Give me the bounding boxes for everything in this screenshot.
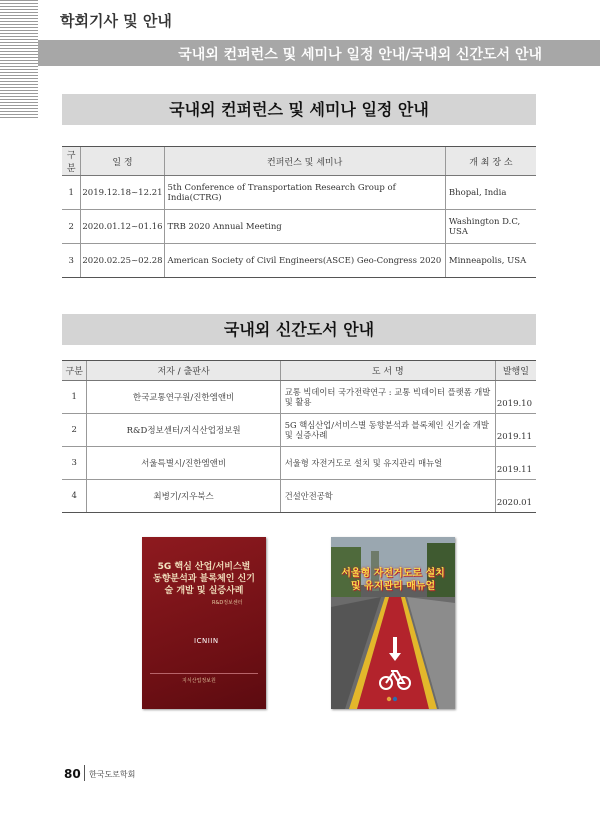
row-author: R&D정보센터/지식산업정보원 (87, 414, 280, 447)
col-header-no: 구분 (62, 361, 87, 381)
row-author: 서울특별시/진한엠앤비 (87, 447, 280, 480)
row-title: 교통 빅데이터 국가전략연구 : 교통 빅데이터 플랫폼 개발 및 활용 (280, 381, 495, 414)
row-event: American Society of Civil Engineers(ASCE) Geo-Congress 2020 (164, 244, 445, 278)
row-date: 2019.12.18~12.21 (81, 176, 164, 210)
row-no: 4 (62, 480, 87, 513)
row-date: 2019.11 (495, 447, 536, 480)
conference-section-title: 국내외 컨퍼런스 및 세미나 일정 안내 (62, 94, 536, 125)
conference-table (62, 146, 536, 278)
row-no: 1 (62, 176, 81, 210)
row-event: TRB 2020 Annual Meeting (164, 210, 445, 244)
book-cover-publisher-top: R&D정보센터 (212, 600, 243, 606)
row-author: 최병기/지우북스 (87, 480, 280, 513)
row-date: 2020.02.25~02.28 (81, 244, 164, 278)
row-place: Minneapolis, USA (445, 244, 536, 278)
row-event: 5th Conference of Transportation Research Group of India(CTRG) (164, 176, 445, 210)
table-row (62, 480, 536, 513)
row-no: 2 (62, 414, 87, 447)
book-cover-5g (142, 537, 266, 709)
row-title: 5G 핵심산업/서비스별 동향분석과 블록체인 신기술 개발 및 실증사례 (280, 414, 495, 447)
table-header-row (62, 361, 536, 381)
col-header-event: 컨퍼런스 및 세미나 (164, 147, 445, 176)
row-title: 건설안전공학 (280, 480, 495, 513)
row-place: Bhopal, India (445, 176, 536, 210)
bicycle-road-photo (331, 537, 455, 709)
footer-divider (84, 765, 85, 781)
table-header-row (62, 147, 536, 176)
row-title: 서울형 자전거도로 설치 및 유지관리 매뉴얼 (280, 447, 495, 480)
journal-name: 한국도로학회 (89, 770, 136, 779)
section-label: 학회기사 및 안내 (60, 12, 172, 30)
col-header-author: 저자 / 출판사 (87, 361, 280, 381)
book-cover-title: 서울형 자전거도로 설치 및 유지관리 매뉴얼 (341, 568, 445, 592)
page-number: 80 (64, 767, 81, 781)
row-no: 3 (62, 447, 87, 480)
header-subtitle: 국내외 컨퍼런스 및 세미나 일정 안내/국내외 신간도서 안내 (178, 47, 542, 63)
col-header-no: 구분 (62, 147, 81, 176)
table-row (62, 176, 536, 210)
book-cover-logo: ICNIIN (194, 637, 219, 645)
book-cover-title: 5G 핵심 산업/서비스별 동향분석과 블록체인 신기술 개발 및 실증사례 (153, 562, 255, 596)
row-no: 3 (62, 244, 81, 278)
table-row (62, 381, 536, 414)
col-header-date: 발행일 (495, 361, 536, 381)
table-row (62, 447, 536, 480)
col-header-place: 개 최 장 소 (445, 147, 536, 176)
table-row (62, 244, 536, 278)
row-no: 1 (62, 381, 87, 414)
book-cover-publisher-bottom: 지식산업정보원 (182, 678, 216, 684)
table-row (62, 210, 536, 244)
books-table (62, 360, 536, 513)
book-cover-rule (150, 673, 258, 674)
book-cover-bicycle-road (331, 537, 455, 709)
col-header-title: 도 서 명 (280, 361, 495, 381)
col-header-date: 일 정 (81, 147, 164, 176)
row-date: 2020.01.12~01.16 (81, 210, 164, 244)
books-section-title: 국내외 신간도서 안내 (62, 314, 536, 345)
header-stripe (0, 0, 38, 118)
row-date: 2019.11 (495, 414, 536, 447)
row-date: 2020.01 (495, 480, 536, 513)
row-date: 2019.10 (495, 381, 536, 414)
row-no: 2 (62, 210, 81, 244)
table-row (62, 414, 536, 447)
row-author: 한국교통연구원/진한엠앤비 (87, 381, 280, 414)
row-place: Washington D.C, USA (445, 210, 536, 244)
